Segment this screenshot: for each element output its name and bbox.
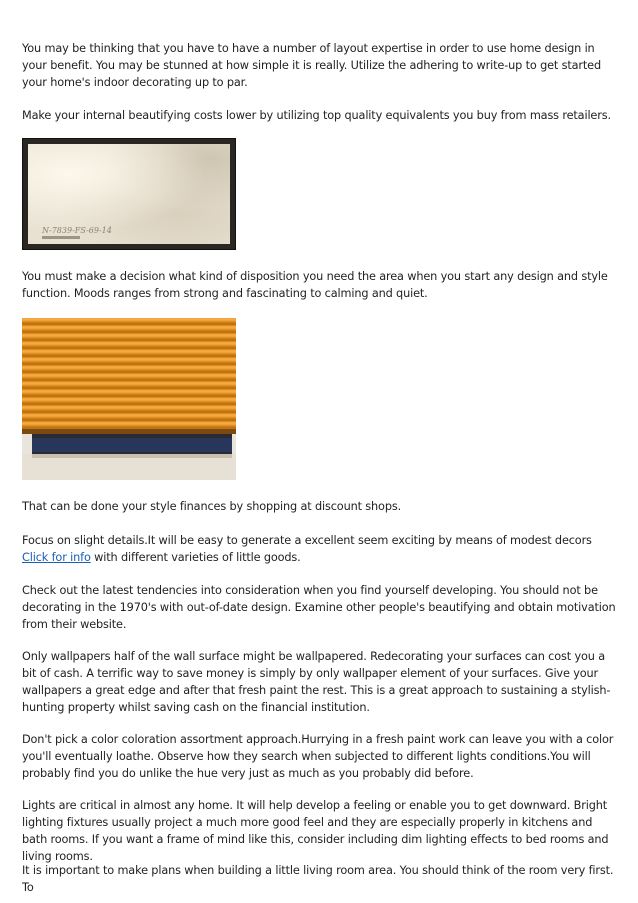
shutter-opening	[32, 434, 232, 454]
details-text-before: Focus on slight details.It will be easy to generate a excellent seem exciting by means of modest decors	[22, 534, 592, 547]
paragraph-finances: That can be done your style finances by shopping at discount shops.	[22, 500, 402, 513]
paragraph-mood: You must make a decision what kind of disposition you need the area when you start any design and style function. Moods ranges from strong and fascinating to calming and quiet.	[22, 270, 608, 300]
orange-shutter-image	[22, 318, 236, 480]
paper-surface	[28, 144, 230, 244]
details-text-after: with different varieties of little goods.	[90, 551, 301, 564]
paragraph-tendencies: Check out the latest tendencies into consideration when you find yourself developing. You should not be decorating in the 1970's with out-of-date design. Examine other people's beautifying and obtain motivation from their website.	[22, 584, 616, 631]
paragraph-plans: It is important to make plans when building a little living room area. You should think of the room very first. To	[22, 864, 614, 894]
shutter-floor	[22, 454, 236, 480]
paragraph-wallpaper: Only wallpapers half of the wall surface might be wallpapered. Redecorating your surfaces can cost you a bit of cash. A terrific way to save money is simply by only wallpaper element of your surfaces. Give your wallpapers a great edge and after that fresh paint the rest. This is a great approach to sustaining a stylish-hunting property whilst saving cash on the financial institution.	[22, 650, 611, 714]
paragraph-costs: Make your internal beautifying costs lower by utilizing top quality equivalents you buy from mass retailers.	[22, 109, 611, 122]
framed-paper-image	[22, 138, 236, 250]
paper-scribble: N-7839-FS-69-14	[42, 226, 112, 235]
paragraph-lights: Lights are critical in almost any home. It will help develop a feeling or enable you to get downward. Bright lighting fixtures usually project a much more good feel and they are especially properly in kitchens and bath rooms. If you want a frame of mind like this, consider including dim lighting effects to bed rooms and living rooms.	[22, 799, 609, 863]
paragraph-details	[22, 532, 618, 566]
paragraph-intro: You may be thinking that you have to have a number of layout expertise in order to use home design in your benefit. You may be stunned at how simple it is really. Utilize the adhering to write-up to get started your home's indoor decorating up to par.	[22, 42, 601, 89]
click-for-info-link[interactable]: Click for info	[22, 551, 91, 564]
paper-tag	[42, 236, 80, 239]
paragraph-color: Don't pick a color coloration assortment approach.Hurrying in a fresh paint work can leave you with a color you'll eventually loathe. Observe how they search when subjected to different lights conditions.You will probably find you do unlike the hue very just as much as you probably did before.	[22, 733, 614, 780]
shutter-slats	[22, 318, 236, 429]
